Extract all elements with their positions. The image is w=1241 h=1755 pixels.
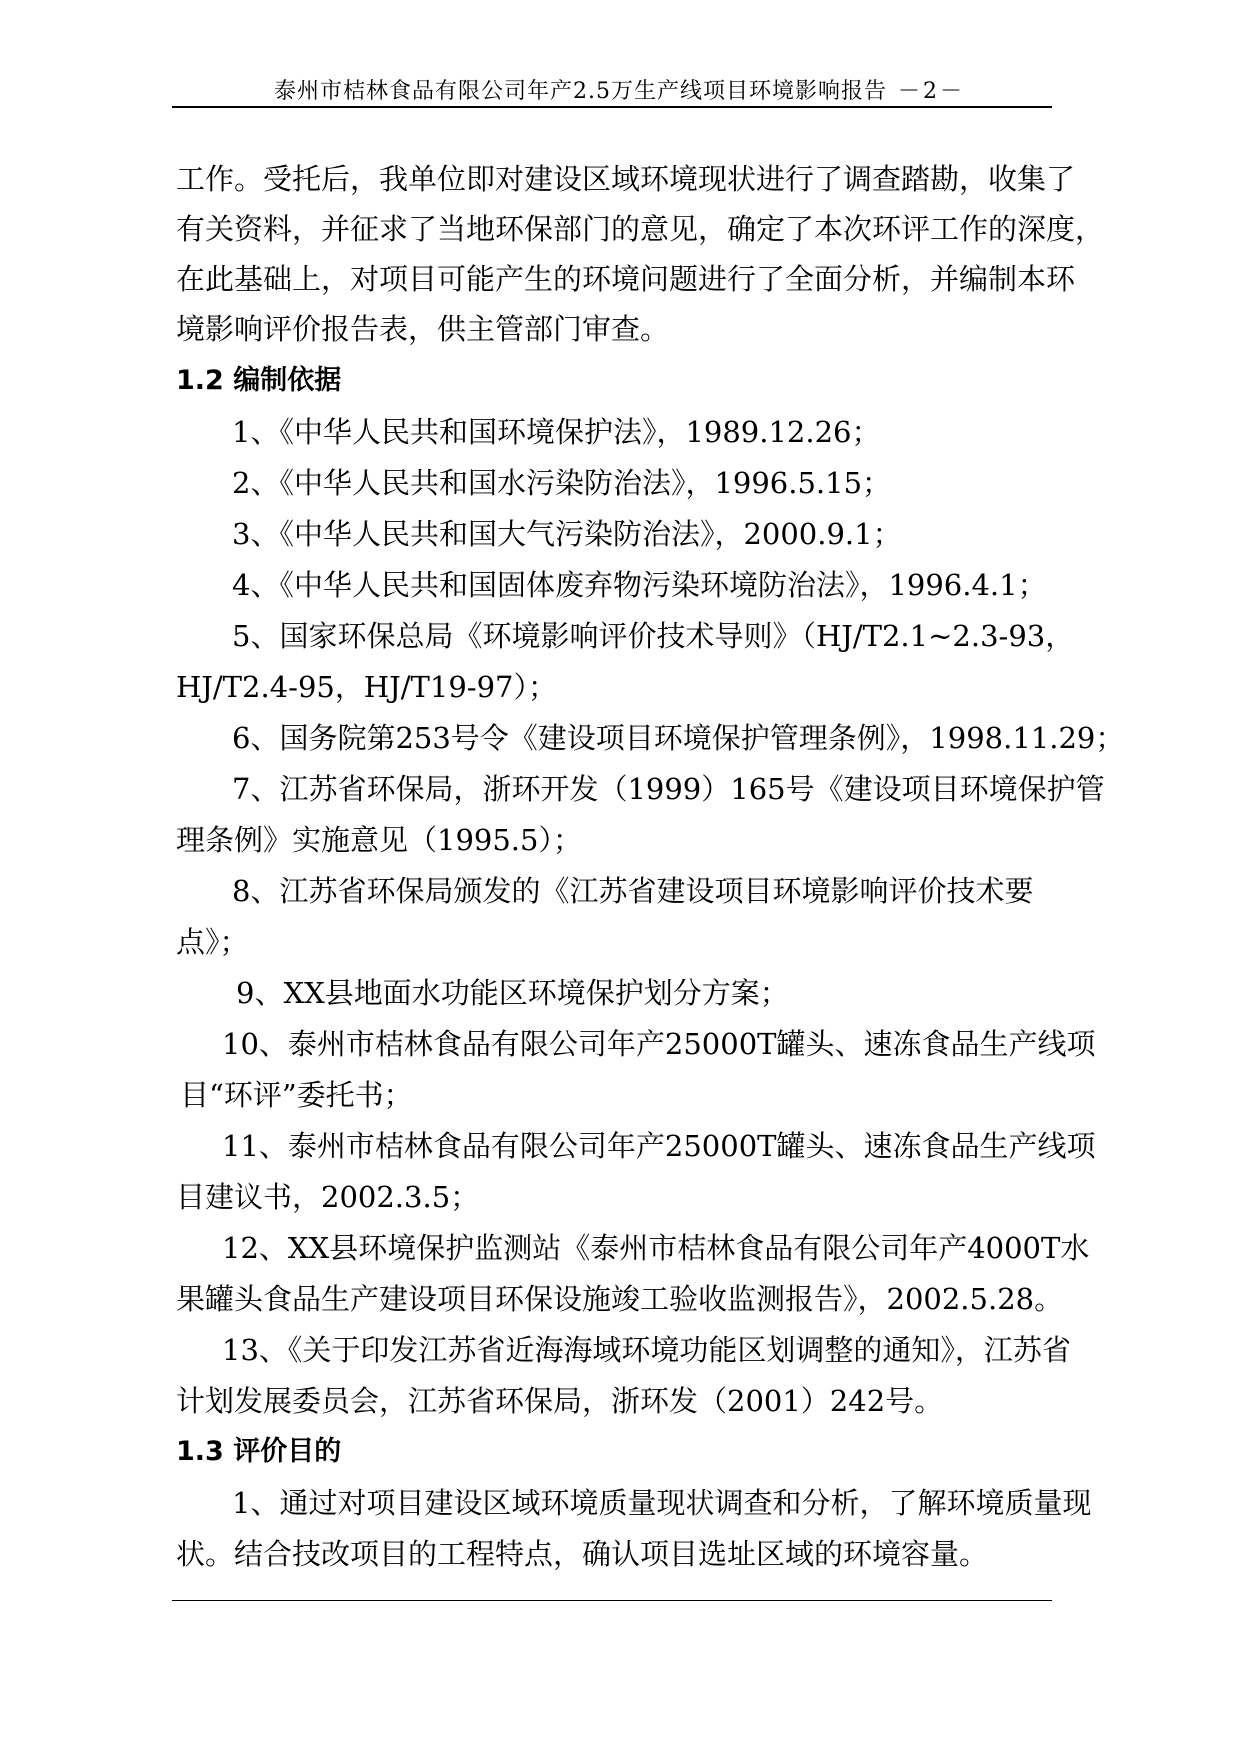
page-header (172, 70, 1052, 108)
list-item: 5、国家环保总局《环境影响评价技术导则》（HJ/T2.1~2.3-93， (232, 619, 1075, 653)
list-item: 1、《中华人民共和国环境保护法》，1989.12.26； (232, 415, 881, 449)
list-item: 11、泰州市桔林食品有限公司年产25000T罐头、速冻食品生产线项 (222, 1129, 1096, 1163)
list-item: 13、《关于印发江苏省近海海域环境功能区划调整的通知》，江苏省 (222, 1333, 1071, 1367)
list-item: 8、江苏省环保局颁发的《江苏省建设项目环境影响评价技术要 (232, 874, 1034, 908)
list-item: 10、泰州市桔林食品有限公司年产25000T罐头、速冻食品生产线项 (222, 1027, 1096, 1061)
section-heading-1-3: 1.3 评价目的 (176, 1436, 342, 1467)
page-number: －2－ (898, 79, 965, 104)
list-item: 1、通过对项目建设区域环境质量现状调查和分析，了解环境质量现 (232, 1486, 1092, 1520)
header-title: 泰州市桔林食品有限公司年产2.5万生产线项目环境影响报告 (274, 79, 887, 104)
list-item-continued: 状。结合技改项目的工程特点，确认项目选址区域的环境容量。 (176, 1537, 989, 1571)
list-item-continued: HJ/T2.4-95，HJ/T19-97）； (176, 670, 557, 704)
paragraph-line: 有关资料，并征求了当地环保部门的意见，确定了本次环评工作的深度， (176, 212, 1105, 246)
list-item: 12、XX县环境保护监测站《泰州市桔林食品有限公司年产4000T水 (222, 1231, 1090, 1265)
list-item-continued: 目建议书，2002.3.5； (176, 1180, 480, 1214)
list-item-continued: 目“环评”委托书； (180, 1078, 413, 1112)
list-item-continued: 计划发展委员会，江苏省环保局，浙环发（2001）242号。 (176, 1384, 944, 1418)
list-item: 2、《中华人民共和国水污染防治法》，1996.5.15； (232, 466, 892, 500)
list-item: 7、江苏省环保局，浙环开发（1999）165号《建设项目环境保护管 (232, 772, 1105, 806)
list-item: 9、XX县地面水功能区环境保护划分方案； (236, 976, 789, 1010)
section-heading-1-2: 1.2 编制依据 (176, 365, 342, 396)
list-item: 6、国务院第253号令《建设项目环境保护管理条例》，1998.11.29； (232, 721, 1125, 755)
paragraph-line: 工作。受托后，我单位即对建设区域环境现状进行了调查踏勘，收集了 (176, 162, 1076, 196)
list-item: 4、《中华人民共和国固体废弃物污染环境防治法》，1996.4.1； (232, 568, 1047, 602)
paragraph-line: 境影响评价报告表，供主管部门审查。 (176, 312, 670, 346)
list-item-continued: 理条例》实施意见（1995.5）； (176, 823, 582, 857)
list-item-continued: 点》； (176, 925, 249, 959)
list-item-continued: 果罐头食品生产建设项目环保设施竣工验收监测报告》，2002.5.28。 (176, 1282, 1064, 1316)
footer-rule (172, 1600, 1052, 1601)
list-item: 3、《中华人民共和国大气污染防治法》，2000.9.1； (232, 517, 902, 551)
paragraph-line: 在此基础上，对项目可能产生的环境问题进行了全面分析，并编制本环 (176, 262, 1076, 296)
